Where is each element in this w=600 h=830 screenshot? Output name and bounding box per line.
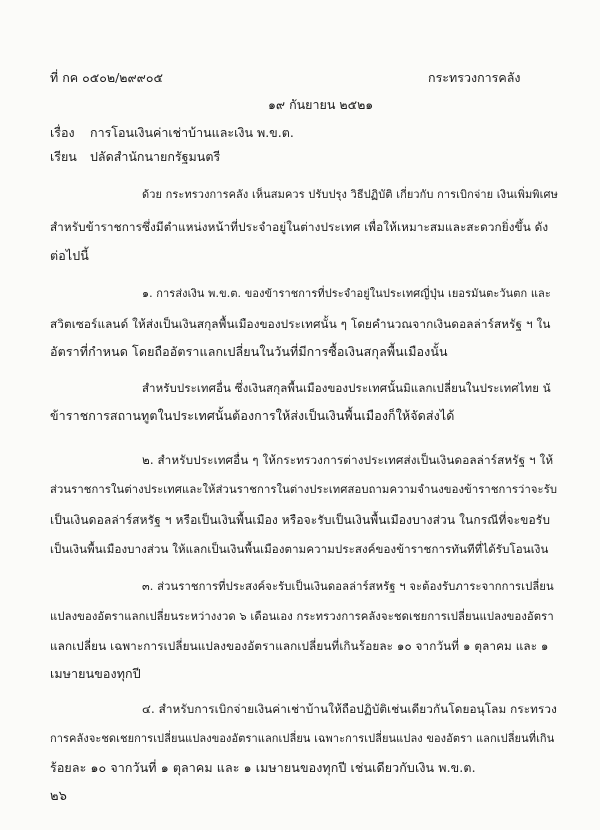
item2-line-4: เป็นเงินพื้นเมืองบางส่วน ให้แลกเป็นเงินพื้นเมืองตามความประสงค์ของข้าราชการทันทีที่ได้รับโอนเงิน [50,542,549,556]
subject-label: เรื่อง [50,125,75,140]
intro-line-3: ต่อไปนี้ [50,248,89,263]
page-number: ๒๖ [50,789,67,804]
intro-line-2: สำหรับข้าราชการซึ่งมีตำแหน่งหน้าที่ประจำอยู่ในต่างประเทศ เพื่อให้เหมาะสมและสะดวกยิ่งขึ้น ดัง [50,220,549,234]
subject-text: การโอนเงินค่าเช่าบ้านและเงิน พ.ข.ต. [90,125,294,140]
reference-number: ที่ กค ๐๕๐๒/๒๙๙๐๕ [50,70,163,85]
item4-line-2: การคลังจะชดเชยการเปลี่ยนแปลงของอัตราแลกเปลี่ยน เฉพาะการเปลี่ยนแปลง ของอัตรา แลกเปลี่ยนที่เกิน [50,732,555,745]
item3-line-4: เมษายนของทุกปี [50,666,141,681]
item2-line-1: ๒. สำหรับประเทศอื่น ๆ ให้กระทรวงการต่างประเทศส่งเป็นเงินดอลล่าร์สหรัฐ ฯ ให้ [142,453,554,467]
item1-line-3: อัตราที่กำหนด โดยถืออัตราแลกเปลี่ยนในวันที่มีการซื้อเงินสกุลพื้นเมืองนั้น [50,344,448,359]
addressee-label: เรียน [50,149,77,164]
item1b-line-2: ข้าราชการสถานทูตในประเทศนั้นต้องการให้ส่งเป็นเงินพื้นเมืองก็ให้จัดส่งได้ [50,408,455,423]
addressee-text: ปลัดสำนักนายกรัฐมนตรี [90,149,221,164]
item4-line-3: ร้อยละ ๑๐ จากวันที่ ๑ ตุลาคม และ ๑ เมษายนของทุกปี เช่นเดียวกับเงิน พ.ข.ต. [50,760,476,775]
item1-line-2: สวิตเซอร์แลนด์ ให้ส่งเป็นเงินสกุลพื้นเมืองของประเทศนั้น ๆ โดยคำนวณจากเงินดอลล่าร์สหรัฐ ฯ ใน [50,317,551,331]
item2-line-2: ส่วนราชการในต่างประเทศและให้ส่วนราชการในต่างประเทศสอบถามความจำนงของข้าราชการว่าจะรับ [50,483,558,496]
document-date: ๑๙ กันยายน ๒๕๒๑ [268,97,374,112]
item3-line-3: แลกเปลี่ยน เฉพาะการเปลี่ยนแปลงของอัตราแลกเปลี่ยนที่เกินร้อยละ ๑๐ จากวันที่ ๑ ตุลาคม และ ๑ [50,639,549,653]
intro-line-1: ด้วย กระทรวงการคลัง เห็นสมควร ปรับปรุง วิธีปฏิบัติ เกี่ยวกับ การเบิกจ่าย เงินเพิ่มพิเศษ [142,188,558,201]
item2-line-3: เป็นเงินดอลล่าร์สหรัฐ ฯ หรือเป็นเงินพื้นเมือง หรือจะรับเป็นเงินพื้นเมืองบางส่วน ในกรณีที่จะขอรับ [50,513,551,527]
item4-line-1: ๔. สำหรับการเบิกจ่ายเงินค่าเช่าบ้านให้ถือปฏิบัติเช่นเดียวกันโดยอนุโลม กระทรวง [142,702,557,716]
item1b-line-1: สำหรับประเทศอื่น ซึ่งเงินสกุลพื้นเมืองของประเทศนั้นมิแลกเปลี่ยนในประเทศไทย นั [142,381,551,395]
item3-line-2: แปลงของอัตราแลกเปลี่ยนระหว่างงวด ๖ เดือนเอง กระทรวงการคลังจะชดเชยการเปลี่ยนแปลงของอัตรา [50,610,554,623]
item1-line-1: ๑. การส่งเงิน พ.ข.ต. ของข้าราชการที่ประจำอยู่ในประเทศญี่ปุ่น เยอรมันตะวันตก และ [142,287,551,300]
item3-line-1: ๓. ส่วนราชการที่ประสงค์จะรับเป็นเงินดอลล่าร์สหรัฐ ฯ จะต้องรับภาระจากการเปลี่ยน [142,580,554,593]
ministry-name: กระทรวงการคลัง [428,70,521,85]
